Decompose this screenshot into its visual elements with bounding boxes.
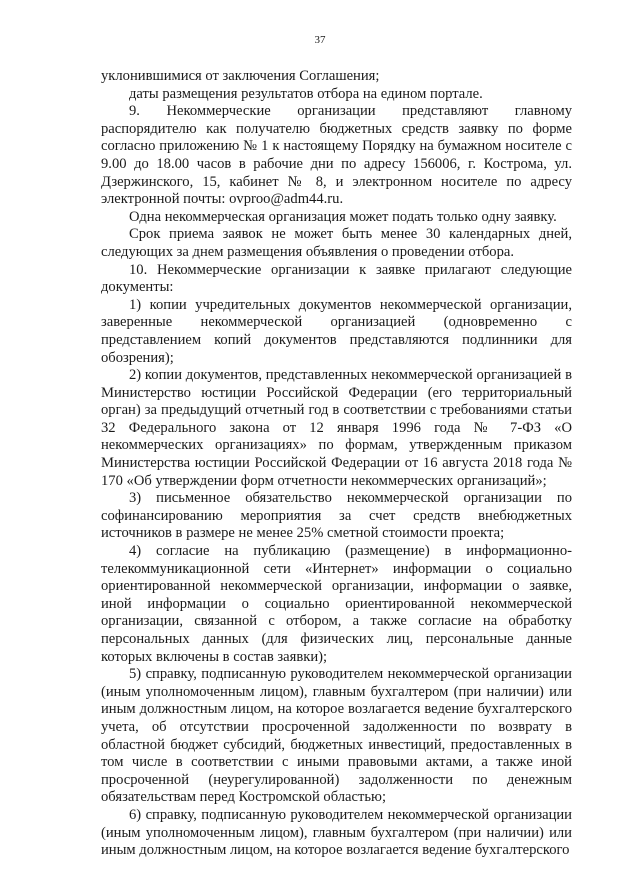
list-item: 3) письменное обязательство некоммерческой организации по софинансированию мероприятия за счет средств внебюджетных источников в размере не менее 25% сметной стоимости проекта; — [101, 490, 572, 542]
document-body — [101, 68, 572, 860]
list-item: 1) копии учредительных документов некоммерческой организации, заверенные некоммерческой организацией (одновременно с представлением копий документов представляются подлинники для обозрения); — [101, 296, 572, 366]
paragraph: даты размещения результатов отбора на едином портале. — [129, 85, 483, 102]
paragraph: 9. Некоммерческие организации представляют главному распорядителю как получателю бюджетных средств заявку по форме согласно приложению № 1 к настоящему Порядку на бумажном носителе с 9.00 до 18.00 часов в рабочие дни по адресу 156006, г. Кострома, ул. Дзержинского, 15, кабинет № 8, и электронном носителе по адресу электронной почты: ovproo@adm44.ru. — [101, 103, 572, 208]
list-item: 5) справку, подписанную руководителем некоммерческой организации (иным уполномоченным лицом), главным бухгалтером (при наличии) или иным должностным лицом, на которое возлагается ведение бухгалтерского учета, об отсутствии просроченной задолженности по возврату в областной бюджет субсидий, бюджетных инвестиций, предоставленных в том числе в соответствии с иными правовыми актами, а также иной просроченной (неурегулированной) задолженности по денежным обязательствам перед Костромской областью; — [101, 666, 572, 806]
page-number: 37 — [314, 34, 326, 46]
paragraph: 10. Некоммерческие организации к заявке прилагают следующие документы: — [101, 261, 572, 296]
list-item: 6) справку, подписанную руководителем некоммерческой организации (иным уполномоченным лицом), главным бухгалтером (при наличии) или иным должностным лицом, на которое возлагается ведение бухгалтерского — [101, 806, 572, 859]
paragraph: уклонившимися от заключения Соглашения; — [101, 68, 380, 84]
list-item: 4) согласие на публикацию (размещение) в информационно-телекоммуникационной сети «Интернет» информации о социально ориентированной некоммерческой организации, информации о заявке, иной информации о социально ориентированной некоммерческой организации, связанной с отбором, а также согласие на обработку персональных данных (для физических лиц, персональные данные которых включены в состав заявки); — [101, 543, 572, 665]
list-item: 2) копии документов, представленных некоммерческой организацией в Министерство юстиции Российской Федерации (его территориальный орган) за предыдущий отчетный год в соответствии с требованиями статьи 32 Федерального закона от 12 января 1996 года № 7-ФЗ «О некоммерческих организациях» по формам, утвержденным приказом Министерства юстиции Российской Федерации от 16 августа 2018 года № 170 «Об утверждении форм отчетности некоммерческих организаций»; — [101, 367, 572, 489]
paragraph: Срок приема заявок не может быть менее 30 календарных дней, следующих за днем размещения объявления о проведении отбора. — [101, 226, 572, 260]
paragraph: Одна некоммерческая организация может подать только одну заявку. — [129, 208, 557, 225]
